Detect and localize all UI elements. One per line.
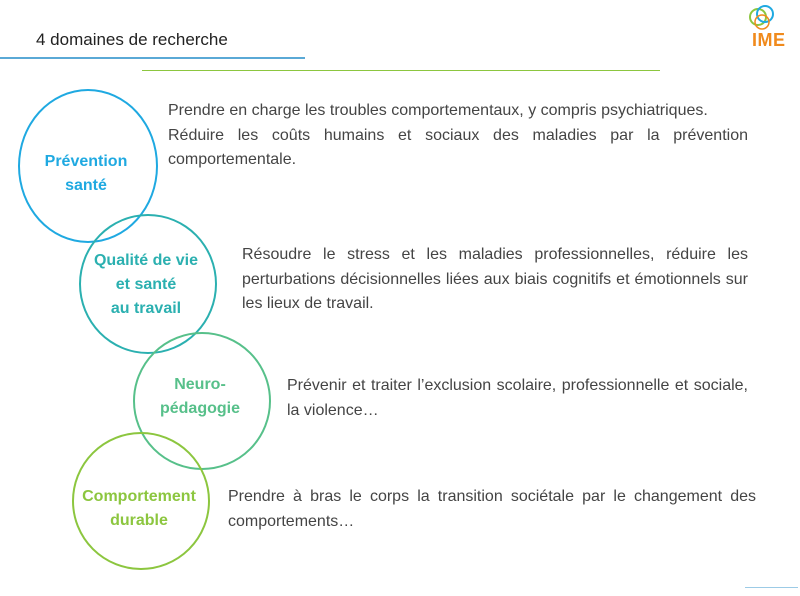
domain-description-prevention (168, 99, 748, 173)
label-line: Comportement (82, 488, 196, 505)
domain-label-qvt (81, 249, 211, 321)
description-paragraph: Prendre en charge les troubles comportementaux, y compris psychiatriques. (168, 102, 708, 119)
label-line: pédagogie (159, 400, 240, 417)
domain-description-qvt (242, 243, 748, 317)
description-paragraph: Résoudre le stress et les maladies professionnelles, réduire les perturbations décisionnelles liées aux biais cognitifs et émotionnels sur les lieux de travail. (242, 246, 748, 312)
domain-label-neuropedagogie (135, 373, 265, 421)
logo-text: IME (752, 30, 786, 50)
label-line: et santé (115, 276, 177, 293)
content-divider (142, 70, 660, 71)
domain-description-neuropedagogie (287, 374, 748, 423)
label-line: Qualité de vie (93, 252, 199, 269)
description-paragraph: Réduire les coûts humains et sociaux des maladies par la prévention comportementale. (168, 126, 748, 168)
label-line: Prévention (44, 153, 128, 170)
domain-label-prevention (20, 150, 152, 198)
footer-rule (745, 587, 798, 588)
domain-description-comportement-durable (228, 485, 756, 534)
label-line: durable (110, 512, 168, 529)
page-title: 4 domaines de recherche (36, 30, 228, 49)
ime-logo (744, 2, 796, 52)
label-line: au travail (110, 300, 182, 317)
domain-label-comportement-durable (64, 485, 214, 533)
title-underline (0, 57, 305, 59)
label-line: santé (65, 177, 107, 194)
description-paragraph: Prévenir et traiter l’exclusion scolaire, professionnelle et sociale, la violence… (287, 377, 748, 419)
description-paragraph: Prendre à bras le corps la transition sociétale par le changement des comportements… (228, 488, 756, 530)
label-line: Neuro- (174, 376, 226, 393)
